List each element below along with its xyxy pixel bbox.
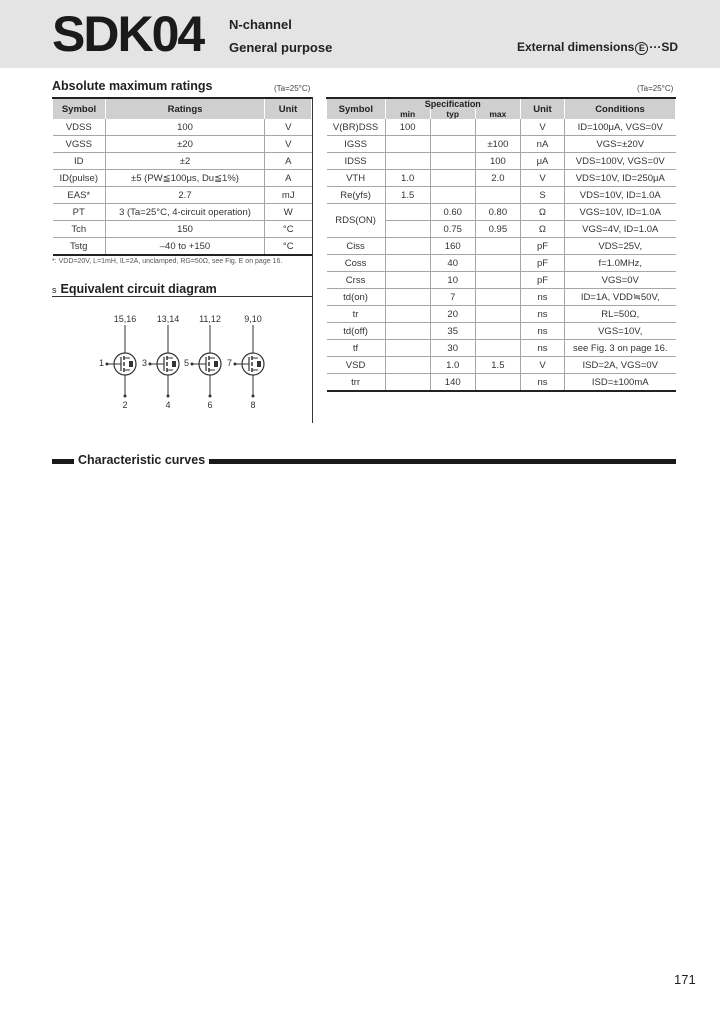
- unit-cell: ns: [520, 374, 564, 392]
- col-symbol: Symbol: [53, 98, 106, 119]
- conditions-cell: VDS=10V, ID=1.0A: [564, 187, 675, 204]
- conditions-cell: VGS=0V: [564, 272, 675, 289]
- table-row: [53, 136, 312, 153]
- max-cell: 0.95: [475, 221, 520, 238]
- col-min: min: [385, 109, 430, 119]
- symbol-cell: IGSS: [327, 136, 386, 153]
- table-row: [53, 119, 312, 136]
- elec-condition: (Ta=25°C): [637, 84, 674, 93]
- gate-pin-dot: [234, 363, 237, 366]
- body-diode: [129, 361, 133, 367]
- min-cell: [385, 204, 430, 221]
- part-number-title: SDK04: [52, 6, 204, 62]
- min-cell: [385, 153, 430, 170]
- symbol-cell: ID(pulse): [53, 170, 106, 187]
- unit-cell: A: [265, 170, 312, 187]
- typ-cell: 1.0: [430, 357, 475, 374]
- col-conditions: Conditions: [564, 98, 675, 119]
- unit-cell: pF: [520, 238, 564, 255]
- gate-pin-dot: [191, 363, 194, 366]
- gate-pin-label: 3: [141, 358, 147, 368]
- rating-cell: 100: [106, 119, 265, 136]
- abs-max-condition: (Ta=25°C): [274, 84, 311, 93]
- typ-cell: 30: [430, 340, 475, 357]
- conditions-cell: VGS=4V, ID=1.0A: [564, 221, 675, 238]
- conditions-cell: see Fig. 3 on page 16.: [564, 340, 675, 357]
- typ-cell: [430, 187, 475, 204]
- circuit-title-text: Equivalent circuit diagram: [60, 282, 217, 296]
- table-row: [53, 170, 312, 187]
- min-cell: 1.5: [385, 187, 430, 204]
- unit-cell: V: [520, 119, 564, 136]
- electrical-characteristics-table: [326, 97, 676, 392]
- max-cell: [475, 272, 520, 289]
- max-cell: ±100: [475, 136, 520, 153]
- table-row: [327, 272, 676, 289]
- conditions-cell: f=1.0MHz,: [564, 255, 675, 272]
- unit-cell: Ω: [520, 221, 564, 238]
- typ-cell: [430, 136, 475, 153]
- table-row: [53, 153, 312, 170]
- source-pin-dot: [252, 395, 255, 398]
- col-unit: Unit: [265, 98, 312, 119]
- gate-pin-dot: [149, 363, 152, 366]
- symbol-cell: ID: [53, 153, 106, 170]
- unit-cell: ns: [520, 323, 564, 340]
- min-cell: [385, 238, 430, 255]
- ext-dim-suffix: ···SD: [649, 40, 678, 54]
- table-row: [327, 136, 676, 153]
- abs-max-table: [52, 97, 312, 256]
- symbol-cell: trr: [327, 374, 386, 392]
- gate-pin-dot: [106, 363, 109, 366]
- symbol-cell: Coss: [327, 255, 386, 272]
- rating-cell: ±5 (PW≦100μs, Du≦1%): [106, 170, 265, 187]
- source-pin-label: 4: [165, 400, 171, 410]
- source-pin-dot: [124, 395, 127, 398]
- table-row: [327, 323, 676, 340]
- unit-cell: V: [520, 357, 564, 374]
- unit-cell: ns: [520, 340, 564, 357]
- max-cell: [475, 323, 520, 340]
- conditions-cell: RL=50Ω,: [564, 306, 675, 323]
- typ-cell: 140: [430, 374, 475, 392]
- symbol-cell: tf: [327, 340, 386, 357]
- page-number: 171: [674, 972, 696, 987]
- typ-cell: 40: [430, 255, 475, 272]
- max-cell: [475, 340, 520, 357]
- unit-cell: Ω: [520, 204, 564, 221]
- unit-cell: °C: [265, 238, 312, 256]
- ext-dim-mark: E: [635, 42, 648, 55]
- rating-cell: –40 to +150: [106, 238, 265, 256]
- rating-cell: 150: [106, 221, 265, 238]
- unit-cell: μA: [520, 153, 564, 170]
- min-cell: 1.0: [385, 170, 430, 187]
- min-cell: [385, 221, 430, 238]
- symbol-cell: VSD: [327, 357, 386, 374]
- abs-max-title: Absolute maximum ratings: [52, 79, 213, 93]
- max-cell: [475, 119, 520, 136]
- unit-cell: mJ: [265, 187, 312, 204]
- max-cell: [475, 255, 520, 272]
- table-row: [327, 306, 676, 323]
- body-diode: [172, 361, 176, 367]
- typ-cell: 20: [430, 306, 475, 323]
- conditions-cell: VGS=±20V: [564, 136, 675, 153]
- drain-pin-label: 13,14: [156, 314, 180, 324]
- rating-cell: 3 (Ta=25°C, 4-circuit operation): [106, 204, 265, 221]
- rating-cell: ±20: [106, 136, 265, 153]
- conditions-cell: VDS=10V, ID=250μA: [564, 170, 675, 187]
- min-cell: [385, 306, 430, 323]
- symbol-cell: RDS(ON): [327, 204, 386, 238]
- source-pin-label: 2: [122, 400, 128, 410]
- min-cell: [385, 289, 430, 306]
- source-pin-label: 6: [207, 400, 213, 410]
- unit-cell: nA: [520, 136, 564, 153]
- min-cell: [385, 340, 430, 357]
- unit-cell: °C: [265, 221, 312, 238]
- typ-cell: [430, 119, 475, 136]
- ext-dim-label: External dimensions: [516, 40, 635, 54]
- col-typ: typ: [430, 109, 475, 119]
- drain-pin-label: 15,16: [113, 314, 137, 324]
- drain-pin-label: 11,12: [199, 314, 221, 324]
- unit-cell: pF: [520, 272, 564, 289]
- symbol-cell: tr: [327, 306, 386, 323]
- circuit-title-mark: s: [52, 285, 57, 295]
- drain-pin-label: 9,10: [244, 314, 262, 324]
- symbol-cell: V(BR)DSS: [327, 119, 386, 136]
- unit-cell: A: [265, 153, 312, 170]
- abs-max-footnote: *: VDD=20V, L=1mH, IL=2A, unclamped, RG=50Ω, see Fig. E on page 16.: [52, 258, 283, 265]
- source-pin-label: 8: [250, 400, 256, 410]
- typ-cell: 10: [430, 272, 475, 289]
- table-row: [327, 238, 676, 255]
- typ-cell: 160: [430, 238, 475, 255]
- unit-cell: ns: [520, 289, 564, 306]
- table-row: [327, 357, 676, 374]
- conditions-cell: ID=1A, VDD≒50V,: [564, 289, 675, 306]
- min-cell: [385, 374, 430, 392]
- symbol-cell: Tch: [53, 221, 106, 238]
- max-cell: [475, 187, 520, 204]
- min-cell: [385, 272, 430, 289]
- conditions-cell: ISD=±100mA: [564, 374, 675, 392]
- curves-title: Characteristic curves: [74, 453, 209, 467]
- symbol-cell: VDSS: [53, 119, 106, 136]
- unit-cell: S: [520, 187, 564, 204]
- min-cell: 100: [385, 119, 430, 136]
- table-row: [327, 289, 676, 306]
- table-row: [327, 170, 676, 187]
- conditions-cell: ISD=2A, VGS=0V: [564, 357, 675, 374]
- channel-type: N-channel: [229, 17, 292, 32]
- unit-cell: ns: [520, 306, 564, 323]
- max-cell: [475, 289, 520, 306]
- table-row: [53, 187, 312, 204]
- source-pin-dot: [167, 395, 170, 398]
- unit-cell: pF: [520, 255, 564, 272]
- typ-cell: 0.75: [430, 221, 475, 238]
- conditions-cell: VDS=100V, VGS=0V: [564, 153, 675, 170]
- col-max: max: [475, 109, 520, 119]
- equivalent-circuit-diagram: [90, 310, 280, 415]
- typ-cell: 35: [430, 323, 475, 340]
- gate-pin-label: 5: [183, 358, 189, 368]
- circuit-title: [52, 282, 217, 296]
- symbol-cell: Crss: [327, 272, 386, 289]
- table-row: [327, 153, 676, 170]
- table-row: [53, 204, 312, 221]
- symbol-cell: Tstg: [53, 238, 106, 256]
- min-cell: [385, 323, 430, 340]
- table-row: [327, 340, 676, 357]
- rating-cell: 2.7: [106, 187, 265, 204]
- table-row: [53, 238, 312, 256]
- rating-cell: ±2: [106, 153, 265, 170]
- gate-pin-label: 1: [98, 358, 104, 368]
- max-cell: 1.5: [475, 357, 520, 374]
- gate-pin-label: 7: [226, 358, 232, 368]
- conditions-cell: VGS=10V,: [564, 323, 675, 340]
- symbol-cell: PT: [53, 204, 106, 221]
- symbol-cell: td(off): [327, 323, 386, 340]
- unit-cell: V: [520, 170, 564, 187]
- column-divider: [312, 97, 313, 423]
- col-specification: Specification: [385, 98, 520, 109]
- typ-cell: 7: [430, 289, 475, 306]
- typ-cell: [430, 170, 475, 187]
- symbol-cell: td(on): [327, 289, 386, 306]
- symbol-cell: IDSS: [327, 153, 386, 170]
- unit-cell: V: [265, 119, 312, 136]
- min-cell: [385, 136, 430, 153]
- table-row: [327, 187, 676, 204]
- unit-cell: V: [265, 136, 312, 153]
- conditions-cell: VDS=25V,: [564, 238, 675, 255]
- unit-cell: W: [265, 204, 312, 221]
- table-row: [327, 374, 676, 392]
- max-cell: [475, 238, 520, 255]
- application-type: General purpose: [229, 40, 333, 55]
- typ-cell: [430, 153, 475, 170]
- body-diode: [257, 361, 261, 367]
- col-symbol: Symbol: [327, 98, 386, 119]
- max-cell: [475, 374, 520, 392]
- col-ratings: Ratings: [106, 98, 265, 119]
- symbol-cell: Ciss: [327, 238, 386, 255]
- table-row: [327, 255, 676, 272]
- table-row: [53, 221, 312, 238]
- circuit-title-rule: [52, 296, 312, 297]
- symbol-cell: Re(yfs): [327, 187, 386, 204]
- max-cell: [475, 306, 520, 323]
- table-row: [327, 119, 676, 136]
- conditions-cell: ID=100μA, VGS=0V: [564, 119, 675, 136]
- min-cell: [385, 255, 430, 272]
- symbol-cell: VTH: [327, 170, 386, 187]
- typ-cell: 0.60: [430, 204, 475, 221]
- min-cell: [385, 357, 430, 374]
- table-row: [327, 204, 676, 221]
- source-pin-dot: [209, 395, 212, 398]
- body-diode: [214, 361, 218, 367]
- max-cell: 0.80: [475, 204, 520, 221]
- external-dimensions: [517, 40, 678, 55]
- max-cell: 100: [475, 153, 520, 170]
- conditions-cell: VGS=10V, ID=1.0A: [564, 204, 675, 221]
- symbol-cell: VGSS: [53, 136, 106, 153]
- max-cell: 2.0: [475, 170, 520, 187]
- symbol-cell: EAS*: [53, 187, 106, 204]
- col-unit: Unit: [520, 98, 564, 119]
